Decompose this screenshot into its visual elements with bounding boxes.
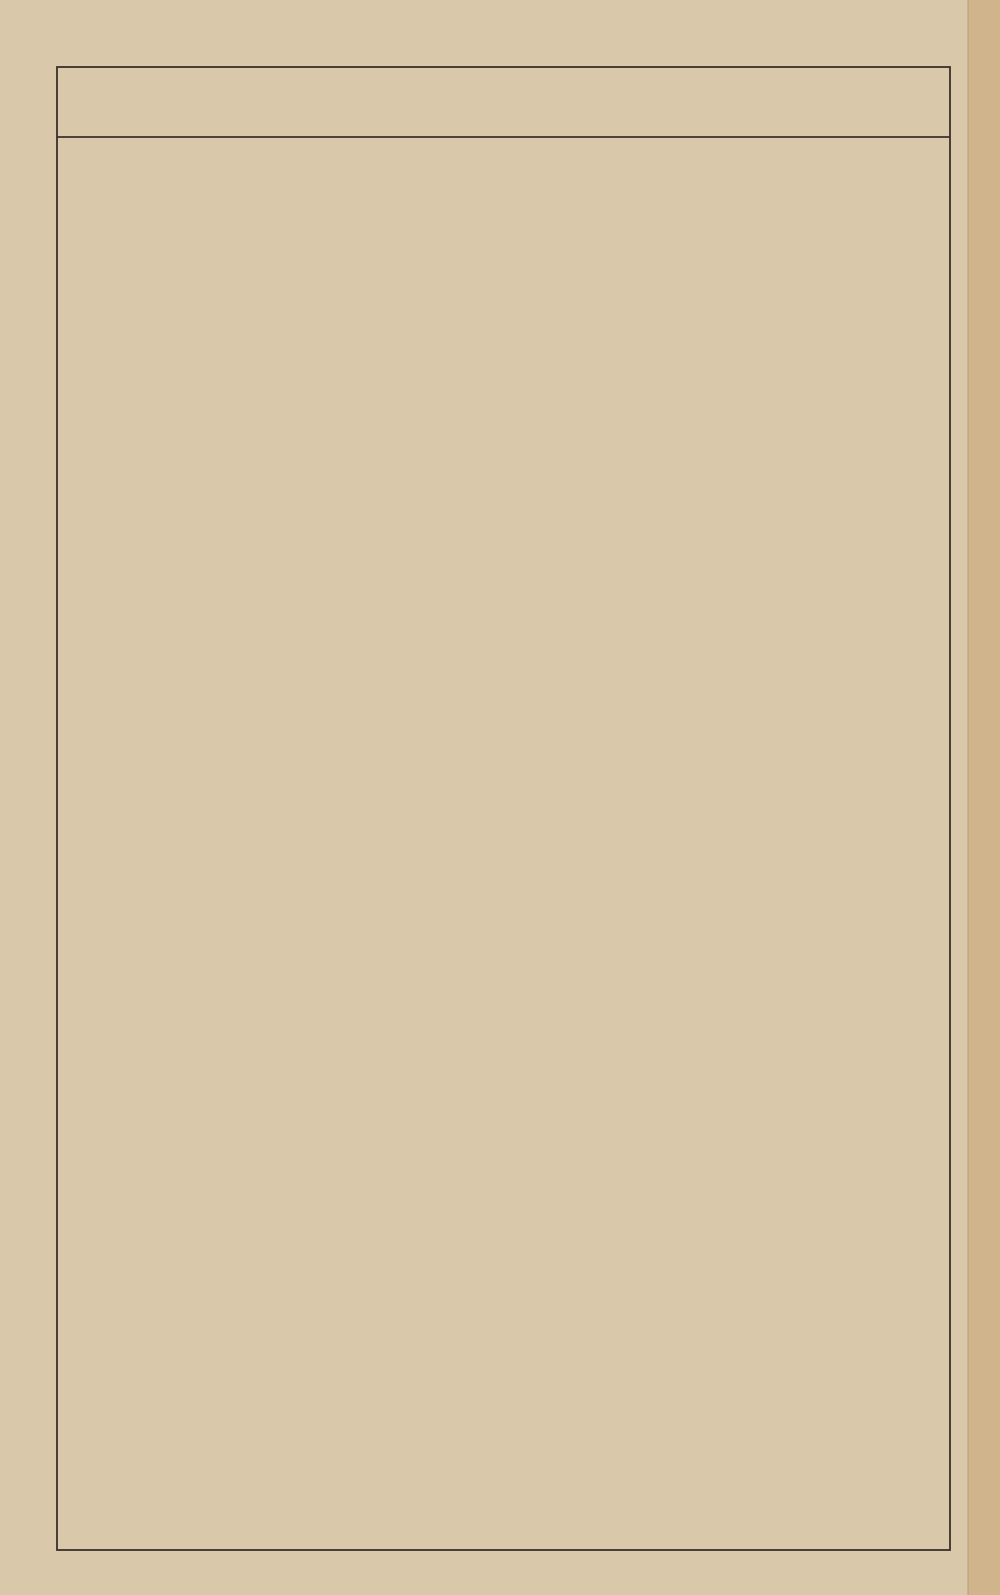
paper-edge [968,0,1000,1595]
